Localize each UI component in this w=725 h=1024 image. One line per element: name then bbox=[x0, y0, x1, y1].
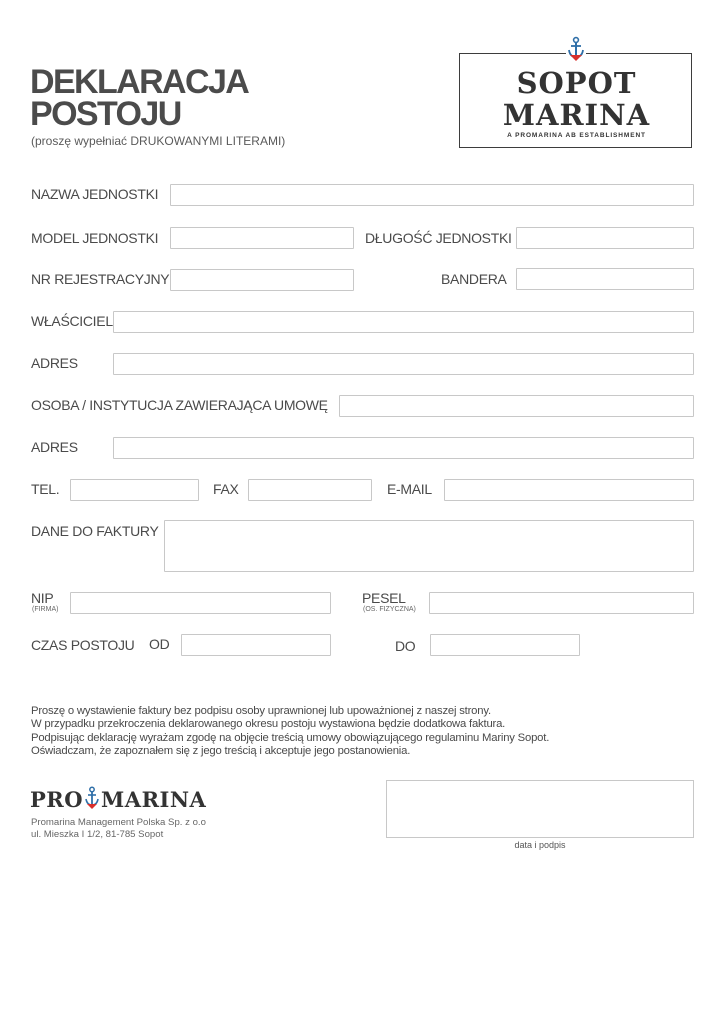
signature-caption: data i podpis bbox=[514, 840, 566, 850]
sopot-marina-logo bbox=[459, 53, 692, 148]
vessel-model-label: MODEL JEDNOSTKI bbox=[31, 230, 159, 246]
pesel-label: PESEL bbox=[362, 590, 406, 606]
pesel-field[interactable] bbox=[429, 592, 694, 614]
company-name: Promarina Management Polska Sp. z o.o bbox=[31, 817, 206, 828]
nip-field[interactable] bbox=[70, 592, 331, 614]
brand-right: MARINA bbox=[101, 787, 207, 812]
email-field[interactable] bbox=[444, 479, 694, 501]
page-title bbox=[30, 63, 249, 133]
brand-left: PRO bbox=[30, 787, 84, 812]
owner-label: WŁAŚCICIEL bbox=[31, 313, 113, 329]
vessel-name-field[interactable] bbox=[170, 184, 694, 206]
vessel-length-label: DŁUGOŚĆ JEDNOSTKI bbox=[365, 230, 512, 246]
from-label: OD bbox=[149, 636, 170, 652]
tel-field[interactable] bbox=[70, 479, 199, 501]
note-line: Oświadczam, że zapoznałem się z jego treścią i akceptuje jego postanowienia. bbox=[31, 744, 411, 757]
registration-field[interactable] bbox=[170, 269, 354, 291]
tel-label: TEL. bbox=[31, 481, 60, 497]
flag-label: BANDERA bbox=[441, 271, 507, 287]
nip-sublabel: (FIRMA) bbox=[32, 606, 59, 613]
flag-field[interactable] bbox=[516, 268, 694, 290]
page-subtitle: (proszę wypełniać DRUKOWANYMI LITERAMI) bbox=[31, 134, 286, 148]
email-label: E-MAIL bbox=[387, 481, 432, 497]
invoice-data-field[interactable] bbox=[164, 520, 694, 572]
note-line: W przypadku przekroczenia deklarowanego okresu postoju wystawiona będzie dodatkowa faktura. bbox=[31, 718, 506, 731]
nip-label: NIP bbox=[31, 590, 54, 606]
anchor-icon bbox=[566, 36, 586, 62]
fax-label: FAX bbox=[213, 481, 239, 497]
vessel-length-field[interactable] bbox=[516, 227, 694, 249]
to-label: DO bbox=[395, 638, 416, 654]
title-line-1: DEKLARACJA bbox=[30, 63, 249, 101]
contracting-party-label: OSOBA / INSTYTUCJA ZAWIERAJĄCA UMOWĘ bbox=[31, 397, 328, 413]
title-line-2: POSTOJU bbox=[30, 95, 181, 133]
address-field[interactable] bbox=[113, 353, 694, 375]
owner-field[interactable] bbox=[113, 311, 694, 333]
company-address: ul. Mieszka I 1/2, 81-785 Sopot bbox=[31, 829, 164, 840]
stay-period-label: CZAS POSTOJU bbox=[31, 637, 135, 653]
contracting-party-field[interactable] bbox=[339, 395, 694, 417]
contract-address-field[interactable] bbox=[113, 437, 694, 459]
to-date-field[interactable] bbox=[430, 634, 580, 656]
logo-line-1: SOPOT bbox=[516, 66, 637, 100]
logo-tagline: A PROMARINA AB ESTABLISHMENT bbox=[507, 132, 646, 139]
promarina-logo bbox=[30, 786, 206, 812]
vessel-model-field[interactable] bbox=[170, 227, 354, 249]
anchor-icon bbox=[84, 786, 100, 810]
note-line: Podpisując deklarację wyrażam zgodę na objęcie treścią umowy obowiązującego regulaminu Mariny Sopot. bbox=[31, 731, 550, 744]
from-date-field[interactable] bbox=[181, 634, 331, 656]
pesel-sublabel: (OS. FIZYCZNA) bbox=[363, 606, 416, 613]
address-label: ADRES bbox=[31, 355, 78, 371]
logo-line-2: MARINA bbox=[502, 98, 651, 132]
vessel-name-label: NAZWA JEDNOSTKI bbox=[31, 186, 159, 202]
note-line: Proszę o wystawienie faktury bez podpisu osoby uprawnionej lub upoważnionej z naszej strony. bbox=[31, 705, 491, 717]
company-info bbox=[31, 817, 206, 841]
invoice-data-label: DANE DO FAKTURY bbox=[31, 523, 159, 539]
declaration-notes bbox=[31, 705, 549, 758]
fax-field[interactable] bbox=[248, 479, 372, 501]
registration-label: NR REJESTRACYJNY bbox=[31, 271, 170, 287]
signature-field[interactable] bbox=[386, 780, 694, 838]
contract-address-label: ADRES bbox=[31, 439, 78, 455]
